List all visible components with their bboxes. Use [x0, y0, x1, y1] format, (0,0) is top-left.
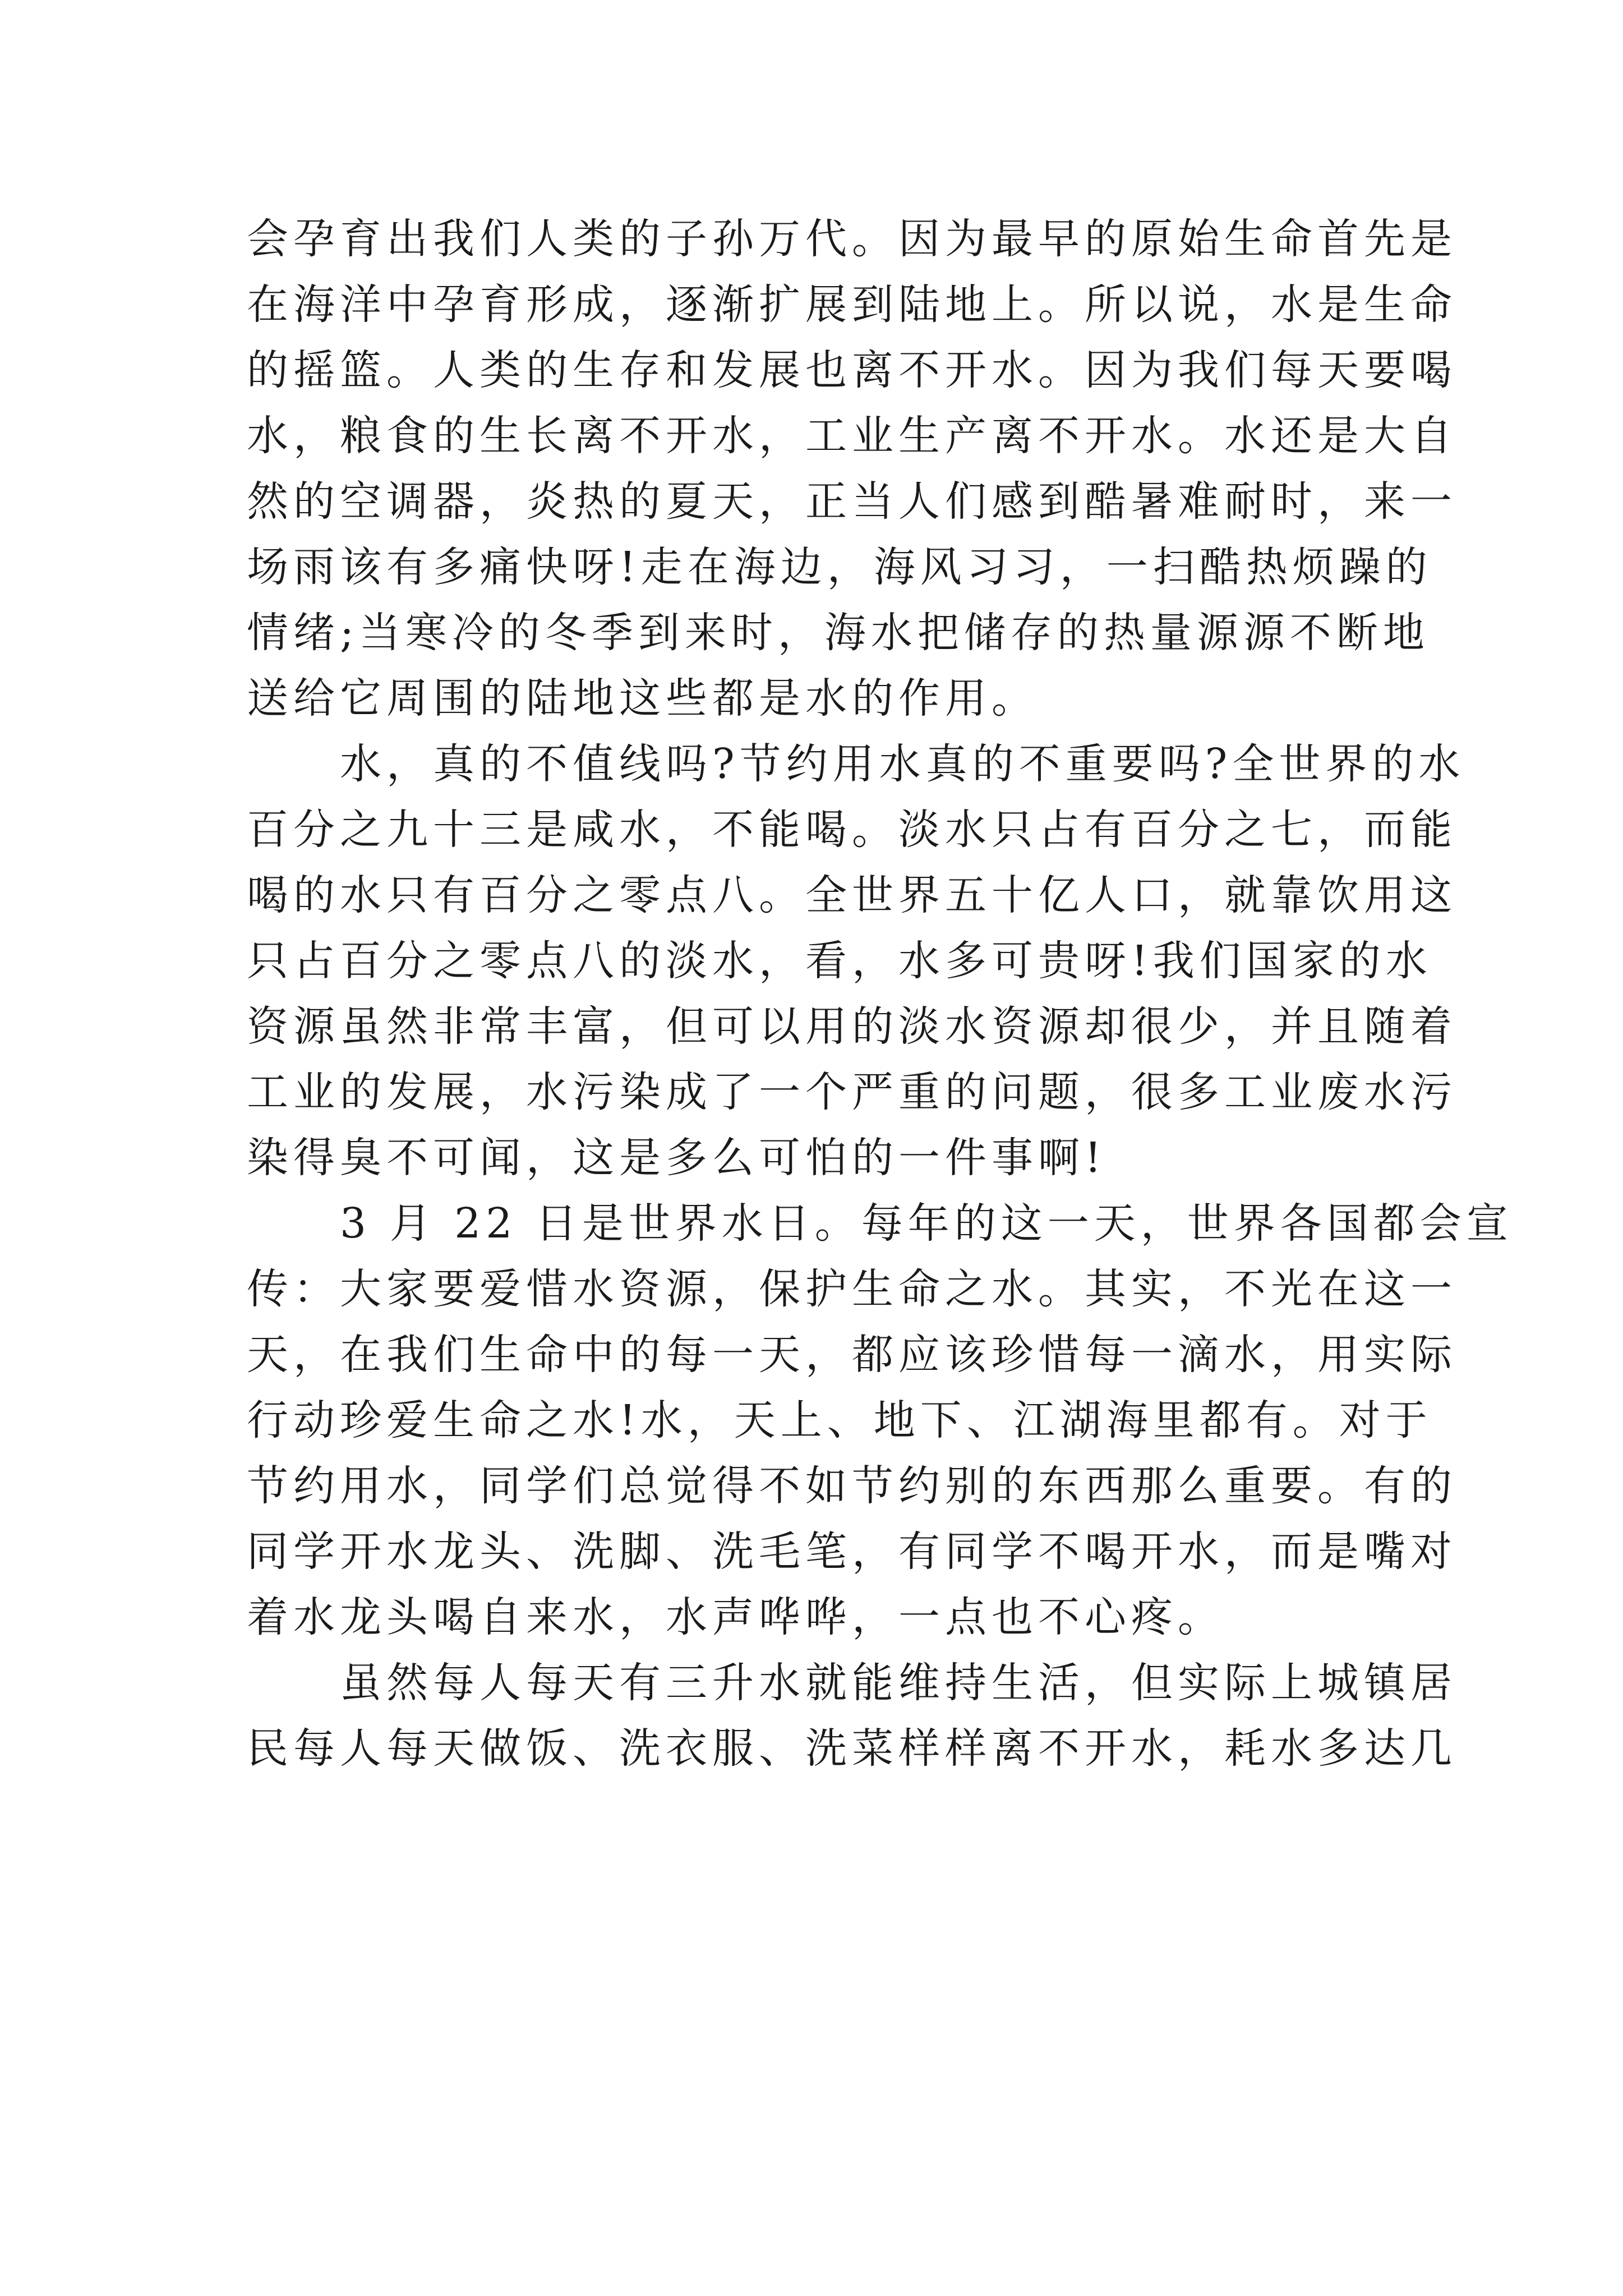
- text-line: 百分之九十三是咸水，不能喝。淡水只占有百分之七，而能: [247, 806, 1457, 854]
- text-line: 水，粮食的生长离不开水，工业生产离不开水。水还是大自: [247, 412, 1457, 460]
- text-line: 资源虽然非常丰富，但可以用的淡水资源却很少，并且随着: [247, 1002, 1457, 1051]
- text-line: 民每人每天做饭、洗衣服、洗菜样样离不开水，耗水多达几: [247, 1724, 1457, 1773]
- text-line: 工业的发展，水污染成了一个严重的问题，很多工业废水污: [247, 1068, 1457, 1116]
- text-line: 只占百分之零点八的淡水，看，水多可贵呀!我们国家的水: [247, 937, 1432, 985]
- text-line: 送给它周围的陆地这些都是水的作用。: [247, 674, 1038, 723]
- text-line: 虽然每人每天有三升水就能维持生活，但实际上城镇居: [340, 1659, 1457, 1707]
- text-line: 喝的水只有百分之零点八。全世界五十亿人口，就靠饮用这: [247, 871, 1457, 919]
- text-line: 然的空调器，炎热的夏天，正当人们感到酷暑难耐时，来一: [247, 477, 1457, 526]
- text-line: 水，真的不值线吗?节约用水真的不重要吗?全世界的水: [340, 740, 1465, 788]
- text-line: 行动珍爱生命之水!水，天上、地下、江湖海里都有。对于: [247, 1396, 1432, 1444]
- text-line: 天，在我们生命中的每一天，都应该珍惜每一滴水，用实际: [247, 1331, 1457, 1379]
- body-text: [247, 206, 1513, 1782]
- text-line: 场雨该有多痛快呀!走在海边，海风习习，一扫酷热烦躁的: [247, 543, 1432, 591]
- text-line: 会孕育出我们人类的子孙万代。因为最早的原始生命首先是: [247, 215, 1457, 263]
- text-line: 3 月 22 日是世界水日。每年的这一天，世界各国都会宣: [340, 1199, 1513, 1248]
- text-line: 着水龙头喝自来水，水声哗哗，一点也不心疼。: [247, 1593, 1224, 1641]
- text-line: 的摇篮。人类的生存和发展也离不开水。因为我们每天要喝: [247, 346, 1457, 394]
- text-line: 在海洋中孕育形成，逐渐扩展到陆地上。所以说，水是生命: [247, 280, 1457, 329]
- text-line: 节约用水，同学们总觉得不如节约别的东西那么重要。有的: [247, 1462, 1457, 1510]
- text-line: 情绪;当寒冷的冬季到来时，海水把储存的热量源源不断地: [247, 609, 1430, 657]
- text-line: 传：大家要爱惜水资源，保护生命之水。其实，不光在这一: [247, 1265, 1457, 1313]
- text-line: 同学开水龙头、洗脚、洗毛笔，有同学不喝开水，而是嘴对: [247, 1527, 1457, 1576]
- text-line: 染得臭不可闻，这是多么可怕的一件事啊!: [247, 1134, 1106, 1182]
